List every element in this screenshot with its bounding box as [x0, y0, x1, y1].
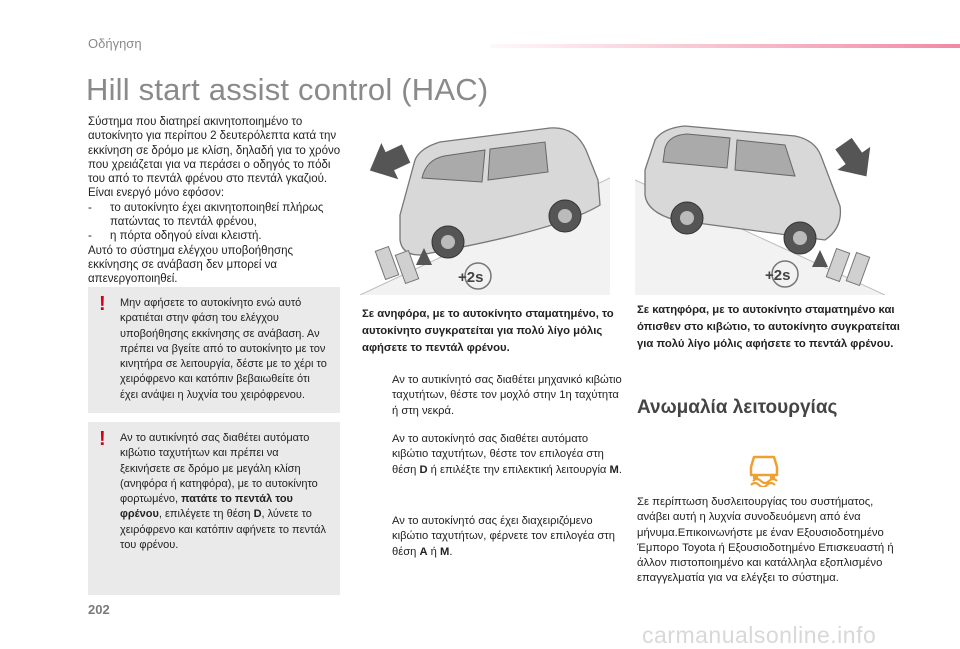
page-title: Hill start assist control (HAC)	[86, 72, 489, 107]
uphill-van-image	[360, 120, 610, 295]
intro-paragraph-3: Αυτό το σύστημα ελέγχου υποβοήθησης εκκίνησης σε ανάβαση δεν μπορεί να απενεργοποιηθεί.	[88, 244, 294, 286]
delay-badge-uphill: +2s	[458, 269, 484, 286]
warning-exclamation-icon: !	[99, 293, 106, 315]
bullet-managed: Αν το αυτοκίνητό σας έχει διαχειριζόμενο κιβώτιο ταχυτήτων, φέρνετε τον επιλογέα στη θέση A ή M.	[392, 515, 615, 558]
downhill-illustration	[635, 120, 885, 295]
downhill-caption: Σε κατηφόρα, με το αυτοκίνητο σταματημένο και όπισθεν στο κιβώτιο, το αυτοκίνητο συγκρατείται για πολύ λίγο μόλις αφήσετε το πεντάλ φρένου.	[637, 304, 900, 350]
condition-item-2: - η πόρτα οδηγού είναι κλειστή.	[88, 230, 262, 243]
intro-text	[88, 115, 343, 287]
intro-paragraph-2: Είναι ενεργό μόνο εφόσον:	[88, 187, 225, 200]
header-accent-bar	[490, 44, 960, 48]
watermark: carmanualsonline.info	[642, 622, 877, 648]
uphill-caption: Σε ανηφόρα, με το αυτοκίνητο σταματημένο, το αυτοκίνητο συγκρατείται για πολύ λίγο μόλις αφήσετε το πεντάλ φρένου.	[362, 308, 614, 354]
malfunction-text: Σε περίπτωση δυσλειτουργίας του συστήματος, ανάβει αυτή η λυχνία συνοδευόμενη από ένα μήνυμα.Επικοινωνήστε με έναν Εξουσιοδοτημένο Έμπορο Toyota ή Εξουσιοδοτημένο Επισκευαστή ή άλλον πιστοποιημένο και κατάλληλα εξοπλισμένο επαγγελματία για να ελέγξει το σύστημα.	[637, 496, 894, 585]
uphill-illustration	[360, 120, 610, 295]
bullet-manual: Αν το αυτικίνητό σας διαθέτει μηχανικό κιβώτιο ταχυτήτων, θέστε τον μοχλό στην 1η ταχύτητα ή στη νεκρά.	[392, 374, 622, 417]
warning-text-2: Αν το αυτικίνητό σας διαθέτει αυτόματο κιβώτιο ταχυτήτων και πρέπει να ξεκινήσετε σε δρόμο με μεγάλη κλίση (ανηφόρα ή κατηφόρα), με το αυτοκίνητο φορτωμένο, πατάτε το πεντάλ του φρένου, επιλέγετε τη θέση D, λύνετε το χειρόφρενο και κατόπιν αφήνετε το πεντάλ του φρένου.	[120, 432, 327, 552]
skid-warning-icon	[745, 449, 783, 492]
dash-marker: -	[88, 230, 92, 243]
bullet-automatic: Αν το αυτοκίνητό σας διαθέτει αυτόματο κιβώτιο ταχυτήτων, θέστε τον επιλογέα στη θέση D ή επιλέξτε την επιλεκτική λειτουργία M.	[392, 433, 622, 476]
warning-box-1	[88, 287, 340, 413]
dash-marker: -	[88, 201, 92, 214]
page-number: 202	[88, 602, 110, 617]
delay-badge-downhill: +2s	[765, 267, 791, 284]
warning-box-2	[88, 422, 340, 595]
condition-item-1: - το αυτοκίνητο έχει ακινητοποιηθεί πλήρως πατώντας το πεντάλ φρένου,	[88, 201, 324, 229]
intro-paragraph-1: Σύστημα που διατηρεί ακινητοποιημένο το αυτοκίνητο για περίπου 2 δευτερόλεπτα κατά την εκκίνηση σε δρόμο με κλίση, δηλαδή για το χρόνο που χρειάζεται για να περάσει ο οδηγός το πόδι του από το πεντάλ φρένου στο πεντάλ γκαζιού.	[88, 116, 341, 186]
malfunction-title: Ανωμαλία λειτουργίας	[637, 397, 838, 418]
warning-text-1: Μην αφήσετε το αυτοκίνητο ενώ αυτό κρατιέται στην φάση του ελέγχου υποβοήθησης εκκίνησης σε ανάβαση. Αν πρέπει να βγείτε από το αυτοκίνητο με τον κινητήρα σε λειτουργία, δέστε με το χέρι το χειρόφρενο και κατόπιν βεβαιωθείτε ότι έχει ανάψει η λυχνία του χειρόφρενου.	[120, 297, 327, 401]
downhill-van-image	[635, 120, 885, 295]
section-header: Οδήγηση	[88, 36, 142, 51]
warning-exclamation-icon: !	[99, 428, 106, 450]
